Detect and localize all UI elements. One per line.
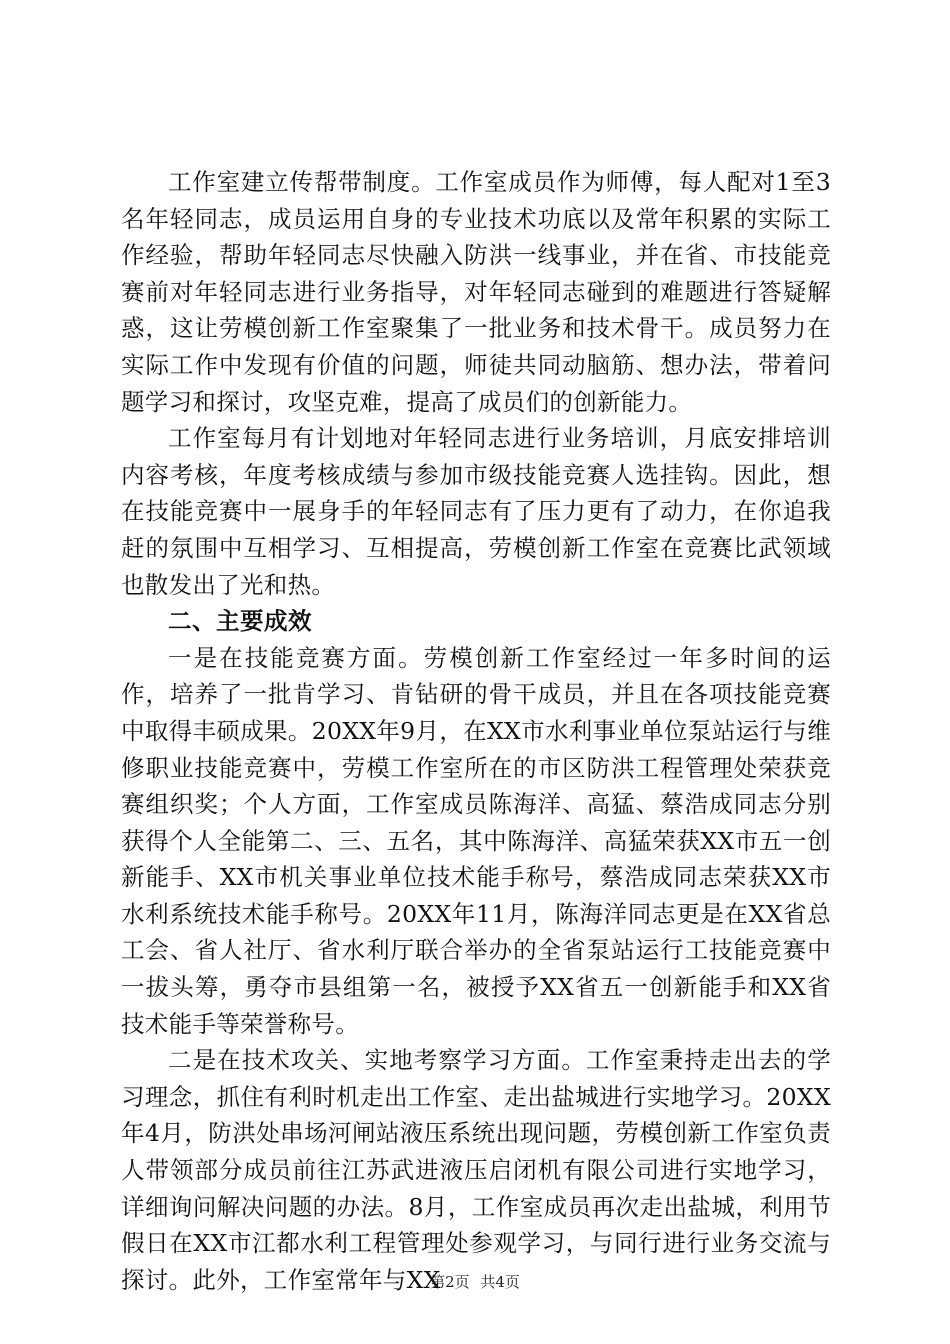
page-footer [0, 1272, 950, 1292]
document-body [121, 164, 831, 1298]
page-total: 共4页 [480, 1273, 520, 1291]
page-number: 第2页 [430, 1273, 470, 1291]
paragraph-mentoring: 工作室建立传帮带制度。工作室成员作为师傅，每人配对1至3名年轻同志，成员运用自身的专业技术功底以及常年积累的实际工作经验，帮助年轻同志尽快融入防洪一线事业，并在省、市技能竞赛前对年轻同志进行业务指导，对年轻同志碰到的难题进行答疑解惑，这让劳模创新工作室聚集了一批业务和技术骨干。成员努力在实际工作中发现有价值的问题，师徒共同动脑筋、想办法，带着问题学习和探讨，攻坚克难，提高了成员们的创新能力。 [121, 168, 831, 416]
paragraph-skills-competition: 一是在技能竞赛方面。劳模创新工作室经过一年多时间的运作，培养了一批肯学习、肯钻研的骨干成员，并且在各项技能竞赛中取得丰硕成果。20XX年9月，在XX市水利事业单位泵站运行与维修职业技能竞赛中，劳模工作室所在的市区防洪工程管理处荣获竞赛组织奖；个人方面，工作室成员陈海洋、高猛、蔡浩成同志分别获得个人全能第二、三、五名，其中陈海洋、高猛荣获XX市五一创新能手、XX市机关事业单位技术能手称号，蔡浩成同志荣获XX市水利系统技术能手称号。20XX年11月，陈海洋同志更是在XX省总工会、省人社厅、省水利厅联合举办的全省泵站运行工技能竞赛中一拔头筹，勇夺市县组第一名，被授予XX省五一创新能手和XX省技术能手等荣誉称号。 [121, 643, 831, 1038]
paragraph-training: 工作室每月有计划地对年轻同志进行业务培训，月底安排培训内容考核，年度考核成绩与参加市级技能竞赛人选挂钩。因此，想在技能竞赛中一展身手的年轻同志有了压力更有了动力，在你追我赶的氛围中互相学习、互相提高，劳模创新工作室在竞赛比武领域也散发出了光和热。 [121, 424, 831, 599]
section-heading-achievements: 二、主要成效 [168, 607, 312, 636]
paragraph-technical-study: 二是在技术攻关、实地考察学习方面。工作室秉持走出去的学习理念，抓住有利时机走出工作室、走出盐城进行实地学习。20XX年4月，防洪处串场河闸站液压系统出现问题，劳模创新工作室负责人带领部分成员前往江苏武进液压启闭机有限公司进行实地学习，详细询问解决问题的办法。8月，工作室成员再次走出盐城，利用节假日在XX市江都水利工程管理处参观学习，与同行进行业务交流与探讨。此外，工作室常年与XX [121, 1046, 831, 1294]
